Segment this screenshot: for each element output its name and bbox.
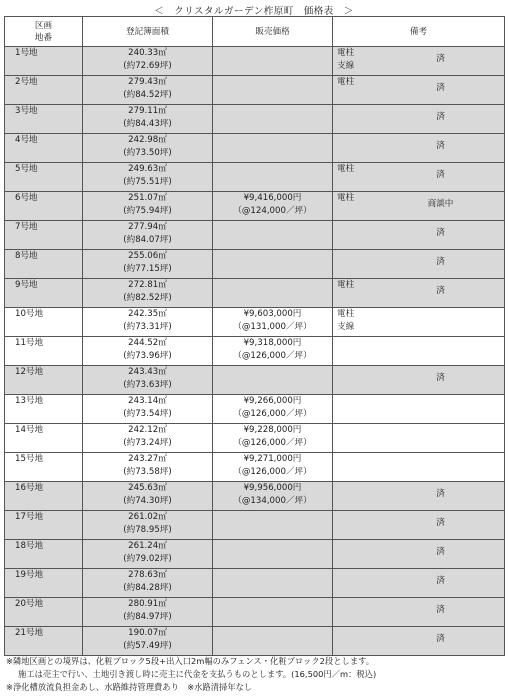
table-row (5, 47, 505, 76)
lot-cell (5, 308, 83, 337)
status-badge (377, 424, 504, 452)
area-tsubo: (約78.95坪) (123, 525, 172, 535)
notes-cell (333, 453, 505, 482)
status-badge: 済 (436, 170, 445, 180)
notes-cell (333, 47, 505, 76)
notes-cell (333, 569, 505, 598)
table-header-row (5, 17, 505, 47)
area-tsubo: (約75.51坪) (123, 177, 172, 187)
lot-cell (5, 482, 83, 511)
status-badge: 済 (436, 489, 445, 499)
area-cell (83, 627, 213, 656)
notes-cell (333, 540, 505, 569)
status-badge: 済 (436, 228, 445, 238)
notes-utility (333, 250, 377, 278)
table-row (5, 192, 505, 221)
price-cell (213, 453, 333, 482)
lot-number: 17号地 (15, 512, 44, 522)
lot-cell (5, 221, 83, 250)
area-cell (83, 47, 213, 76)
notes-cell (333, 105, 505, 134)
area-tsubo: (約84.97坪) (123, 612, 172, 622)
price-cell (213, 163, 333, 192)
area-cell (83, 163, 213, 192)
notes-utility (333, 47, 377, 75)
lot-cell (5, 511, 83, 540)
note-line-1: 電柱 (337, 164, 355, 174)
area-cell (83, 569, 213, 598)
status-badge: 済 (436, 286, 445, 296)
notes-cell (333, 279, 505, 308)
status-badge: 済 (436, 141, 445, 151)
note-line-1: 電柱 (337, 48, 355, 58)
price-cell (213, 308, 333, 337)
price-cell (213, 482, 333, 511)
area-sqm: 190.07㎡ (128, 628, 167, 638)
notes-utility (333, 424, 377, 452)
price-per-tsubo: （@134,000／坪） (233, 496, 312, 506)
notes-utility (333, 627, 377, 655)
note-line-1: 電柱 (337, 193, 355, 203)
notes-cell (333, 598, 505, 627)
area-cell (83, 453, 213, 482)
area-sqm: 251.07㎡ (128, 193, 167, 203)
footer-line-2: 施工は売主で行い、土地引き渡し時に売主に代金を支払うものとします。(16,500円／m：税込) (18, 669, 377, 679)
area-cell (83, 540, 213, 569)
price-cell (213, 279, 333, 308)
area-sqm: 277.94㎡ (128, 222, 167, 232)
lot-number: 21号地 (15, 628, 44, 638)
area-cell (83, 395, 213, 424)
status-badge (377, 395, 504, 423)
table-row (5, 453, 505, 482)
header-area: 登記簿面積 (83, 17, 213, 47)
note-line-1: 電柱 (337, 309, 355, 319)
price-cell (213, 221, 333, 250)
notes-cell (333, 250, 505, 279)
table-row (5, 598, 505, 627)
price-cell (213, 424, 333, 453)
area-tsubo: (約84.43坪) (123, 119, 172, 129)
area-sqm: 244.52㎡ (128, 338, 167, 348)
status-badge: 済 (436, 547, 445, 557)
note-line-2: 支線 (337, 61, 355, 71)
price-per-tsubo: （@124,000／坪） (233, 206, 312, 216)
area-tsubo: (約72.69坪) (123, 61, 172, 71)
notes-cell (333, 192, 505, 221)
table-row (5, 76, 505, 105)
area-cell (83, 279, 213, 308)
table-body (5, 47, 505, 656)
area-tsubo: (約73.31坪) (123, 322, 172, 332)
price-total: ¥9,956,000円 (243, 483, 302, 493)
area-tsubo: (約73.63坪) (123, 380, 172, 390)
area-tsubo: (約75.94坪) (123, 206, 172, 216)
note-line-1: 電柱 (337, 280, 355, 290)
price-cell (213, 395, 333, 424)
status-badge: 済 (436, 518, 445, 528)
notes-utility (333, 76, 377, 104)
area-cell (83, 250, 213, 279)
table-row (5, 482, 505, 511)
table-row (5, 511, 505, 540)
note-line-2: 支線 (337, 322, 355, 332)
status-badge: 済 (436, 576, 445, 586)
notes-cell (333, 337, 505, 366)
lot-cell (5, 47, 83, 76)
area-tsubo: (約73.58坪) (123, 467, 172, 477)
footer-line-3: ※浄化槽放流負担金あし、水路維持管理費あり ※水路清掃年なし (6, 682, 253, 692)
page-title: ＜ クリスタルガーデン柞原町 価格表 ＞ (154, 6, 354, 17)
lot-number: 10号地 (15, 309, 44, 319)
lot-cell (5, 337, 83, 366)
price-cell (213, 134, 333, 163)
notes-cell (333, 134, 505, 163)
lot-number: 5号地 (15, 164, 38, 174)
table-row (5, 395, 505, 424)
notes-cell (333, 395, 505, 424)
area-cell (83, 76, 213, 105)
table-row (5, 569, 505, 598)
lot-number: 4号地 (15, 135, 38, 145)
lot-cell (5, 366, 83, 395)
lot-number: 11号地 (15, 338, 44, 348)
area-tsubo: (約57.49坪) (123, 641, 172, 651)
lot-number: 7号地 (15, 222, 38, 232)
price-per-tsubo: （@126,000／坪） (233, 409, 312, 419)
status-badge: 済 (436, 373, 445, 383)
area-cell (83, 308, 213, 337)
price-cell (213, 105, 333, 134)
area-sqm: 242.12㎡ (128, 425, 167, 435)
area-tsubo: (約82.52坪) (123, 293, 172, 303)
status-badge: 済 (436, 257, 445, 267)
area-tsubo: (約73.24坪) (123, 438, 172, 448)
price-cell (213, 192, 333, 221)
area-cell (83, 482, 213, 511)
lot-cell (5, 540, 83, 569)
table-row (5, 134, 505, 163)
price-total: ¥9,271,000円 (243, 454, 302, 464)
price-cell (213, 250, 333, 279)
lot-cell (5, 105, 83, 134)
lot-number: 20号地 (15, 599, 44, 609)
price-cell (213, 76, 333, 105)
table-row (5, 250, 505, 279)
footer-notes (6, 655, 506, 694)
area-cell (83, 598, 213, 627)
area-sqm: 272.81㎡ (128, 280, 167, 290)
lot-number: 8号地 (15, 251, 38, 261)
area-cell (83, 192, 213, 221)
notes-utility (333, 569, 377, 597)
notes-cell (333, 482, 505, 511)
price-total: ¥9,228,000円 (243, 425, 302, 435)
area-sqm: 261.24㎡ (128, 541, 167, 551)
area-tsubo: (約84.28坪) (123, 583, 172, 593)
notes-utility (333, 366, 377, 394)
notes-utility (333, 482, 377, 510)
lot-number: 3号地 (15, 106, 38, 116)
area-cell (83, 511, 213, 540)
table-row (5, 105, 505, 134)
area-sqm: 279.11㎡ (128, 106, 167, 116)
area-tsubo: (約74.30坪) (123, 496, 172, 506)
price-cell (213, 627, 333, 656)
status-badge: 済 (436, 54, 445, 64)
lot-number: 13号地 (15, 396, 44, 406)
notes-cell (333, 511, 505, 540)
price-per-tsubo: （@131,000／坪） (233, 322, 312, 332)
table-row (5, 279, 505, 308)
price-total: ¥9,266,000円 (243, 396, 302, 406)
lot-cell (5, 192, 83, 221)
area-tsubo: (約84.52坪) (123, 90, 172, 100)
area-tsubo: (約73.50坪) (123, 148, 172, 158)
price-cell (213, 47, 333, 76)
header-price: 販売価格 (213, 17, 333, 47)
header-notes: 備考 (333, 17, 505, 47)
notes-utility (333, 163, 377, 191)
notes-utility (333, 279, 377, 307)
lot-number: 16号地 (15, 483, 44, 493)
area-cell (83, 105, 213, 134)
lot-number: 12号地 (15, 367, 44, 377)
footer-line-1: ※隣地区画との境界は、化粧ブロック5段+出入口2m幅のみフェンス・化粧ブロック2段とします。 (6, 656, 375, 666)
area-tsubo: (約84.07坪) (123, 235, 172, 245)
area-sqm: 279.43㎡ (128, 77, 167, 87)
lot-cell (5, 134, 83, 163)
notes-utility (333, 511, 377, 539)
table-row (5, 163, 505, 192)
area-sqm: 243.27㎡ (128, 454, 167, 464)
lot-cell (5, 569, 83, 598)
price-cell (213, 598, 333, 627)
lot-number: 2号地 (15, 77, 38, 87)
area-cell (83, 221, 213, 250)
area-sqm: 280.91㎡ (128, 599, 167, 609)
lot-cell (5, 453, 83, 482)
price-cell (213, 366, 333, 395)
area-tsubo: (約79.02坪) (123, 554, 172, 564)
lot-cell (5, 424, 83, 453)
status-badge (377, 308, 504, 336)
header-lot (5, 17, 83, 47)
area-sqm: 261.02㎡ (128, 512, 167, 522)
area-sqm: 249.63㎡ (128, 164, 167, 174)
area-cell (83, 424, 213, 453)
notes-utility (333, 540, 377, 568)
notes-cell (333, 366, 505, 395)
price-per-tsubo: （@126,000／坪） (233, 351, 312, 361)
area-cell (83, 337, 213, 366)
lot-cell (5, 395, 83, 424)
area-cell (83, 134, 213, 163)
status-badge (377, 453, 504, 481)
notes-cell (333, 221, 505, 250)
price-cell (213, 540, 333, 569)
lot-cell (5, 279, 83, 308)
notes-cell (333, 627, 505, 656)
notes-cell (333, 424, 505, 453)
notes-utility (333, 192, 377, 220)
lot-cell (5, 598, 83, 627)
lot-number: 18号地 (15, 541, 44, 551)
lot-number: 6号地 (15, 193, 38, 203)
area-sqm: 245.63㎡ (128, 483, 167, 493)
area-tsubo: (約77.15坪) (123, 264, 172, 274)
price-cell (213, 337, 333, 366)
header-lot-line2: 地番 (34, 32, 53, 43)
area-sqm: 240.33㎡ (128, 48, 167, 58)
table-row (5, 337, 505, 366)
area-sqm: 243.43㎡ (128, 367, 167, 377)
price-cell (213, 569, 333, 598)
table-row (5, 540, 505, 569)
notes-utility (333, 453, 377, 481)
lot-cell (5, 250, 83, 279)
area-tsubo: (約73.54坪) (123, 409, 172, 419)
area-tsubo: (約73.96坪) (123, 351, 172, 361)
table-row (5, 366, 505, 395)
status-badge: 済 (436, 112, 445, 122)
lot-cell (5, 627, 83, 656)
lot-number: 14号地 (15, 425, 44, 435)
notes-utility (333, 221, 377, 249)
price-table (4, 16, 505, 656)
area-sqm: 242.98㎡ (128, 135, 167, 145)
notes-cell (333, 163, 505, 192)
notes-utility (333, 337, 377, 365)
lot-number: 9号地 (15, 280, 38, 290)
notes-utility (333, 105, 377, 133)
header-lot-line1: 区画 (34, 20, 53, 31)
notes-utility (333, 134, 377, 162)
price-total: ¥9,318,000円 (243, 338, 302, 348)
lot-number: 1号地 (15, 48, 38, 58)
price-cell (213, 511, 333, 540)
price-per-tsubo: （@126,000／坪） (233, 467, 312, 477)
notes-utility (333, 395, 377, 423)
area-sqm: 278.63㎡ (128, 570, 167, 580)
table-row (5, 221, 505, 250)
notes-cell (333, 308, 505, 337)
lot-cell (5, 76, 83, 105)
lot-cell (5, 163, 83, 192)
lot-number: 19号地 (15, 570, 44, 580)
note-line-1: 電柱 (337, 77, 355, 87)
table-row (5, 627, 505, 656)
notes-utility (333, 308, 377, 336)
area-sqm: 243.14㎡ (128, 396, 167, 406)
price-per-tsubo: （@126,000／坪） (233, 438, 312, 448)
lot-number: 15号地 (15, 454, 44, 464)
area-cell (83, 366, 213, 395)
area-sqm: 242.35㎡ (128, 309, 167, 319)
status-badge: 済 (436, 605, 445, 615)
notes-cell (333, 76, 505, 105)
status-badge (377, 337, 504, 365)
table-row (5, 424, 505, 453)
notes-utility (333, 598, 377, 626)
status-badge: 済 (436, 83, 445, 93)
table-row (5, 308, 505, 337)
area-sqm: 255.06㎡ (128, 251, 167, 261)
status-badge: 済 (436, 634, 445, 644)
status-badge: 商談中 (427, 199, 454, 209)
price-total: ¥9,416,000円 (243, 193, 302, 203)
price-total: ¥9,603,000円 (243, 309, 302, 319)
